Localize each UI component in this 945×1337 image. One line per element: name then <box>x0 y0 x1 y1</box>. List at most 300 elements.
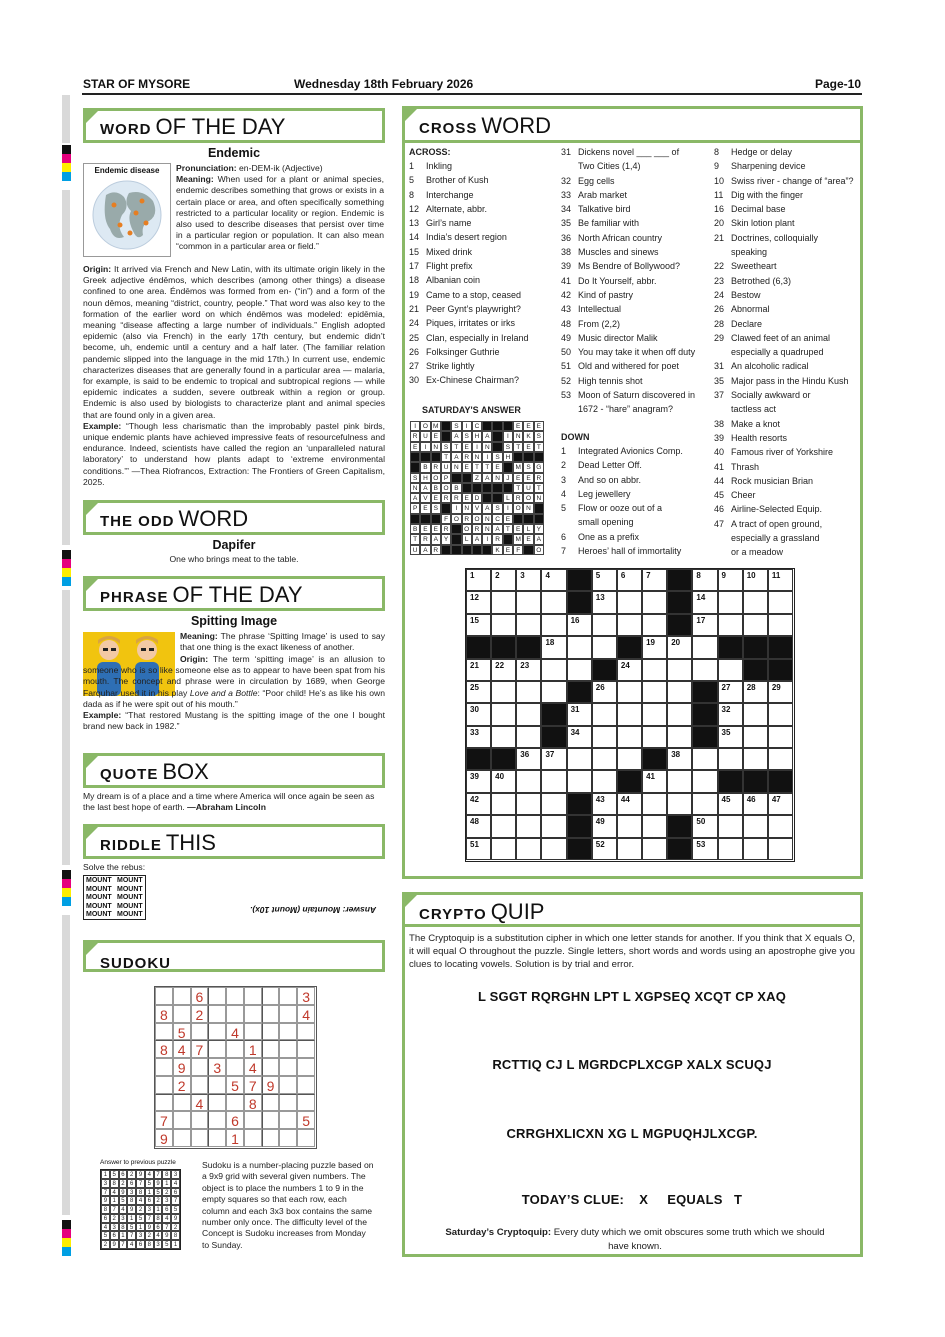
crossword-cell[interactable]: 2 <box>491 569 516 591</box>
crossword-cell[interactable]: 26 <box>592 681 617 703</box>
sudoku-cell[interactable]: 9 <box>262 1076 280 1094</box>
answer-cell: E <box>462 462 472 472</box>
crossword-cell[interactable] <box>541 659 566 681</box>
sudoku-cell[interactable] <box>226 1058 244 1076</box>
crossword-cell[interactable] <box>541 614 566 636</box>
sudoku-cell[interactable] <box>297 1058 315 1076</box>
sudoku-cell[interactable] <box>191 1111 209 1129</box>
clue-item <box>714 374 854 388</box>
crossword-cell[interactable] <box>592 770 617 792</box>
sudoku-cell[interactable] <box>279 1094 297 1112</box>
sudoku-cell[interactable]: 5 <box>173 1023 191 1041</box>
crossword-cell[interactable]: 4 <box>541 569 566 591</box>
clue-text: 1672 - “hare” anagram? <box>578 404 674 415</box>
answer-cell: E <box>503 545 513 555</box>
sudoku-cell[interactable]: 2 <box>173 1076 191 1094</box>
crossword-cell[interactable] <box>768 703 793 725</box>
answer-cell: B <box>420 462 430 472</box>
crossword-cell[interactable]: 23 <box>516 659 541 681</box>
sudoku-cell[interactable] <box>208 1040 226 1058</box>
sudoku-cell[interactable] <box>173 1094 191 1112</box>
clue-number: 30 <box>409 375 420 386</box>
sudoku-cell[interactable]: 3 <box>208 1058 226 1076</box>
crossword-cell[interactable] <box>667 703 692 725</box>
clue-text: Albanian coin <box>426 275 481 286</box>
sudoku-answer-cell: 7 <box>136 1179 145 1188</box>
crossword-cell[interactable] <box>592 636 617 658</box>
sudoku-cell[interactable] <box>262 1005 280 1023</box>
crossword-cell[interactable] <box>718 838 743 860</box>
crossword-cell[interactable] <box>667 793 692 815</box>
crossword-cell[interactable] <box>718 815 743 837</box>
crossword-cell[interactable] <box>516 614 541 636</box>
clue-number: 39 <box>714 432 725 443</box>
crossword-cell[interactable]: 38 <box>667 748 692 770</box>
crossword-cell[interactable]: 49 <box>592 815 617 837</box>
sudoku-cell[interactable] <box>244 1005 262 1023</box>
crossword-cell[interactable] <box>567 770 592 792</box>
sudoku-answer-cell: 7 <box>119 1240 128 1249</box>
crossword-cell[interactable]: 10 <box>743 569 768 591</box>
crossword-cell[interactable]: 29 <box>768 681 793 703</box>
sudoku-cell[interactable]: 6 <box>226 1111 244 1129</box>
crossword-cell[interactable] <box>592 748 617 770</box>
sudoku-cell[interactable] <box>191 1023 209 1041</box>
clue-number: 3 <box>561 474 567 485</box>
crossword-cell[interactable] <box>743 591 768 613</box>
sudoku-cell[interactable] <box>262 1094 280 1112</box>
crossword-cell <box>692 726 717 748</box>
answer-cell <box>492 493 502 503</box>
crossword-cell[interactable] <box>541 815 566 837</box>
sudoku-cell[interactable] <box>279 1040 297 1058</box>
sudoku-grid[interactable] <box>154 986 317 1149</box>
crossword-cell[interactable] <box>491 726 516 748</box>
crossword-cell[interactable] <box>491 793 516 815</box>
crossword-cell[interactable]: 51 <box>466 838 491 860</box>
down-clues-col2 <box>561 444 683 558</box>
clue-text: One as a prefix <box>578 531 640 542</box>
crossword-cell[interactable] <box>642 815 667 837</box>
sudoku-cell[interactable] <box>226 1040 244 1058</box>
sudoku-cell[interactable]: 7 <box>244 1076 262 1094</box>
crossword-cell[interactable]: 20 <box>667 636 692 658</box>
crossword-cell[interactable] <box>617 703 642 725</box>
clue-text: Clawed feet of an animal <box>731 332 831 343</box>
sudoku-cell[interactable] <box>244 987 262 1005</box>
sudoku-cell[interactable] <box>208 1094 226 1112</box>
crossword-cell[interactable] <box>718 659 743 681</box>
crossword-cell[interactable] <box>491 838 516 860</box>
clue-number: 2 <box>561 460 567 471</box>
sudoku-cell[interactable]: 9 <box>155 1129 173 1147</box>
crossword-cell[interactable] <box>667 659 692 681</box>
crossword-cell[interactable]: 48 <box>466 815 491 837</box>
sudoku-cell[interactable]: 5 <box>226 1076 244 1094</box>
crossword-cell <box>617 770 642 792</box>
crossword-cell[interactable] <box>642 793 667 815</box>
crossword-grid[interactable] <box>465 568 795 862</box>
sudoku-answer-cell: 2 <box>110 1214 119 1223</box>
crossword-cell[interactable] <box>516 815 541 837</box>
crossword-cell[interactable] <box>516 681 541 703</box>
crossword-cell[interactable] <box>642 838 667 860</box>
crossword-cell[interactable]: 40 <box>491 770 516 792</box>
answer-cell: H <box>503 452 513 462</box>
crossword-cell[interactable] <box>642 659 667 681</box>
clue-text: Dig with the finger <box>731 189 804 200</box>
sudoku-cell[interactable]: 8 <box>155 1040 173 1058</box>
crossword-cell[interactable] <box>617 815 642 837</box>
clue-item <box>409 188 529 202</box>
sudoku-cell[interactable] <box>155 987 173 1005</box>
crossword-cell[interactable]: 47 <box>768 793 793 815</box>
crossword-cell[interactable] <box>592 614 617 636</box>
clue-item <box>561 245 695 259</box>
sudoku-cell[interactable] <box>279 1076 297 1094</box>
crossword-cell[interactable]: 6 <box>617 569 642 591</box>
margin-bar <box>62 190 70 545</box>
crossword-cell[interactable]: 13 <box>592 591 617 613</box>
answer-cell: A <box>451 431 461 441</box>
crossword-cell[interactable]: 53 <box>692 838 717 860</box>
clue-number: 53 <box>561 390 572 401</box>
crossword-cell[interactable] <box>516 703 541 725</box>
crossword-cell[interactable] <box>617 614 642 636</box>
crossword-cell[interactable] <box>567 748 592 770</box>
sudoku-cell[interactable]: 3 <box>297 987 315 1005</box>
sudoku-cell[interactable]: 9 <box>173 1058 191 1076</box>
crossword-cell[interactable]: 50 <box>692 815 717 837</box>
crossword-cell[interactable]: 45 <box>718 793 743 815</box>
sudoku-cell[interactable] <box>208 987 226 1005</box>
clue-item <box>409 159 529 173</box>
answer-cell: N <box>534 493 544 503</box>
sudoku-answer-cell: 5 <box>101 1231 110 1240</box>
crossword-cell[interactable] <box>768 591 793 613</box>
crossword-cell[interactable] <box>743 838 768 860</box>
sudoku-cell[interactable] <box>279 1005 297 1023</box>
answer-cell <box>492 483 502 493</box>
quote-text: My dream is of a place and a time where America will once again be seen as the last best hope of earth. —Abraham Lincoln <box>83 791 375 813</box>
crossword-cell[interactable]: 36 <box>516 748 541 770</box>
crossword-cell[interactable] <box>541 681 566 703</box>
crossword-cell[interactable]: 27 <box>718 681 743 703</box>
phrase-origin: Origin: The term ‘spitting image’ is an allusion to someone who is so like someone else as to appear to have been spat from his mouth. The concept and phrase were in circulation by 1689, when George Farquhar used it in his play Love and a Bottle: “Poor child! He’s as like his own dada as if he were spit out of his mouth.” Example: “That restored Mustang is the spitting image of the one I bought brand new back in 1982.” <box>83 654 385 732</box>
sudoku-cell[interactable] <box>262 987 280 1005</box>
clue-text: speaking <box>731 247 768 258</box>
crossword-cell[interactable] <box>617 726 642 748</box>
crossword-cell[interactable]: 14 <box>692 591 717 613</box>
clue-text: Girl’s name <box>426 218 472 229</box>
sudoku-cell[interactable]: 6 <box>191 987 209 1005</box>
sudoku-cell[interactable]: 7 <box>191 1040 209 1058</box>
crossword-cell[interactable] <box>617 838 642 860</box>
sudoku-answer-cell: 1 <box>136 1223 145 1232</box>
crossword-cell[interactable] <box>642 614 667 636</box>
crossword-cell <box>667 614 692 636</box>
sudoku-cell[interactable] <box>244 1111 262 1129</box>
crossword-cell[interactable] <box>718 748 743 770</box>
sudoku-cell[interactable] <box>208 1111 226 1129</box>
clue-item <box>714 274 854 288</box>
sudoku-cell[interactable] <box>208 1076 226 1094</box>
sudoku-cell[interactable] <box>173 1111 191 1129</box>
crossword-cell[interactable] <box>642 703 667 725</box>
clue-text: Cheer <box>731 490 756 501</box>
crossword-cell[interactable] <box>692 659 717 681</box>
crossword-cell[interactable] <box>516 793 541 815</box>
sudoku-cell[interactable] <box>191 1129 209 1147</box>
sudoku-cell[interactable] <box>279 1129 297 1147</box>
sudoku-cell[interactable] <box>191 1058 209 1076</box>
sudoku-cell[interactable] <box>262 1111 280 1129</box>
crossword-cell[interactable] <box>768 815 793 837</box>
sudoku-cell[interactable] <box>297 1129 315 1147</box>
answer-cell <box>482 483 492 493</box>
crossword-cell[interactable] <box>768 726 793 748</box>
crossword-cell[interactable] <box>743 748 768 770</box>
sudoku-cell[interactable]: 4 <box>297 1005 315 1023</box>
answer-cell: R <box>451 493 461 503</box>
crossword-cell[interactable] <box>718 614 743 636</box>
crossword-cell[interactable] <box>617 748 642 770</box>
crossword-cell[interactable] <box>642 591 667 613</box>
sudoku-cell[interactable]: 4 <box>173 1040 191 1058</box>
clue-item <box>409 230 529 244</box>
answer-cell: E <box>492 462 502 472</box>
crossword-cell[interactable]: 3 <box>516 569 541 591</box>
sudoku-answer-cell: 9 <box>162 1231 171 1240</box>
crossword-cell[interactable]: 7 <box>642 569 667 591</box>
sudoku-cell[interactable] <box>226 987 244 1005</box>
sudoku-cell[interactable]: 8 <box>244 1094 262 1112</box>
clue-number: 21 <box>409 303 420 314</box>
crossword-cell[interactable]: 24 <box>617 659 642 681</box>
crossword-cell[interactable] <box>541 838 566 860</box>
answer-cell <box>503 421 513 431</box>
sudoku-cell[interactable] <box>297 1076 315 1094</box>
crossword-cell[interactable]: 33 <box>466 726 491 748</box>
crossword-cell[interactable] <box>567 659 592 681</box>
crossword-cell[interactable] <box>692 748 717 770</box>
crossword-cell[interactable]: 46 <box>743 793 768 815</box>
sudoku-cell[interactable] <box>173 1129 191 1147</box>
crossword-cell[interactable] <box>743 703 768 725</box>
crossword-cell[interactable] <box>491 591 516 613</box>
crossword-cell[interactable]: 43 <box>592 793 617 815</box>
crossword-cell[interactable] <box>567 636 592 658</box>
crossword-cell[interactable]: 25 <box>466 681 491 703</box>
clue-number: 31 <box>561 147 572 157</box>
crossword-cell[interactable]: 9 <box>718 569 743 591</box>
sudoku-cell[interactable] <box>279 1111 297 1129</box>
clue-number: 35 <box>714 375 725 386</box>
crossword-cell[interactable] <box>516 726 541 748</box>
sudoku-cell[interactable]: 1 <box>244 1040 262 1058</box>
clue-number: 1 <box>409 161 415 171</box>
sudoku-cell[interactable] <box>262 1058 280 1076</box>
answer-cell: R <box>420 534 430 544</box>
sudoku-answer-cell: 1 <box>145 1188 154 1197</box>
crossword-cell[interactable]: 30 <box>466 703 491 725</box>
crossword-cell[interactable] <box>768 838 793 860</box>
crossword-cell[interactable] <box>592 726 617 748</box>
crossword-cell[interactable]: 19 <box>642 636 667 658</box>
crossword-cell[interactable] <box>491 681 516 703</box>
answer-cell: S <box>462 431 472 441</box>
sudoku-cell[interactable] <box>173 1005 191 1023</box>
crossword-cell[interactable]: 32 <box>718 703 743 725</box>
clue-number: 9 <box>714 161 720 172</box>
answer-cell: A <box>472 534 482 544</box>
sudoku-cell[interactable]: 1 <box>226 1129 244 1147</box>
clue-item <box>561 274 695 288</box>
crossword-cell[interactable] <box>768 748 793 770</box>
sudoku-cell[interactable] <box>155 1058 173 1076</box>
clue-text: India’s desert region <box>426 232 507 243</box>
crossword-cell <box>667 838 692 860</box>
clue-number: 15 <box>409 246 420 257</box>
crossword-cell[interactable]: 42 <box>466 793 491 815</box>
clue-text: Airline-Selected Equip. <box>731 504 823 515</box>
sudoku-cell[interactable] <box>226 1005 244 1023</box>
crossword-cell[interactable] <box>743 726 768 748</box>
answer-cell: T <box>534 442 544 452</box>
crossword-cell <box>541 726 566 748</box>
sudoku-cell[interactable] <box>155 1094 173 1112</box>
crossword-cell[interactable]: 16 <box>567 614 592 636</box>
crossword-cell[interactable] <box>541 770 566 792</box>
sudoku-cell[interactable] <box>262 1040 280 1058</box>
crossword-cell[interactable] <box>541 793 566 815</box>
sudoku-cell[interactable] <box>262 1023 280 1041</box>
crossword-cell[interactable]: 8 <box>692 569 717 591</box>
crossword-cell[interactable]: 21 <box>466 659 491 681</box>
crossword-cell[interactable] <box>516 770 541 792</box>
sudoku-cell[interactable]: 2 <box>191 1005 209 1023</box>
clue-text: Ms Bendre of Bollywood? <box>578 261 681 272</box>
sudoku-cell[interactable]: 4 <box>226 1023 244 1041</box>
crossword-cell[interactable]: 37 <box>541 748 566 770</box>
sudoku-cell[interactable] <box>297 1094 315 1112</box>
crossword-cell[interactable] <box>541 591 566 613</box>
sudoku-cell[interactable]: 5 <box>297 1111 315 1129</box>
crossword-cell[interactable] <box>516 838 541 860</box>
sudoku-cell[interactable] <box>208 1005 226 1023</box>
crossword-cell[interactable]: 35 <box>718 726 743 748</box>
sudoku-cell[interactable] <box>262 1129 280 1147</box>
sudoku-cell[interactable] <box>191 1076 209 1094</box>
crossword-cell[interactable] <box>692 636 717 658</box>
crossword-cell[interactable] <box>491 614 516 636</box>
sudoku-cell[interactable] <box>279 1058 297 1076</box>
crossword-cell[interactable]: 39 <box>466 770 491 792</box>
crossword-cell <box>692 681 717 703</box>
crossword-cell[interactable] <box>617 591 642 613</box>
sudoku-cell[interactable] <box>279 987 297 1005</box>
sudoku-cell[interactable] <box>297 1040 315 1058</box>
crossword-cell[interactable] <box>692 793 717 815</box>
clue-item <box>714 302 854 316</box>
crossword-cell[interactable] <box>516 591 541 613</box>
sudoku-cell[interactable] <box>279 1023 297 1041</box>
crossword-cell[interactable] <box>491 703 516 725</box>
sudoku-cell[interactable] <box>244 1023 262 1041</box>
crossword-cell[interactable] <box>491 815 516 837</box>
crossword-cell[interactable] <box>642 726 667 748</box>
sudoku-cell[interactable] <box>208 1023 226 1041</box>
sudoku-cell[interactable] <box>173 987 191 1005</box>
clue-number: 26 <box>409 346 420 357</box>
answer-cell: E <box>513 421 523 431</box>
sudoku-cell[interactable] <box>155 1023 173 1041</box>
sudoku-cell[interactable] <box>244 1129 262 1147</box>
crossword-cell[interactable]: 5 <box>592 569 617 591</box>
crossword-cell[interactable]: 28 <box>743 681 768 703</box>
answer-cell: R <box>534 473 544 483</box>
crossword-cell[interactable] <box>743 614 768 636</box>
sudoku-cell[interactable]: 7 <box>155 1111 173 1129</box>
crossword-cell[interactable]: 22 <box>491 659 516 681</box>
crossword-cell[interactable]: 41 <box>642 770 667 792</box>
crossword-cell[interactable] <box>617 681 642 703</box>
crossword-cell[interactable]: 34 <box>567 726 592 748</box>
crossword-cell[interactable] <box>667 726 692 748</box>
rebus-word: MOUNT <box>86 885 112 893</box>
rebus-box <box>83 875 146 920</box>
sudoku-answer-cell: 8 <box>162 1170 171 1179</box>
crossword-cell[interactable]: 15 <box>466 614 491 636</box>
globe-icon <box>84 175 170 253</box>
sudoku-cell[interactable]: 8 <box>155 1005 173 1023</box>
crossword-cell[interactable]: 31 <box>567 703 592 725</box>
crossword-cell[interactable] <box>592 703 617 725</box>
crossword-cell[interactable]: 17 <box>692 614 717 636</box>
crossword-cell[interactable]: 18 <box>541 636 566 658</box>
answer-cell: S <box>492 503 502 513</box>
crossword-cell[interactable]: 52 <box>592 838 617 860</box>
crossword-cell[interactable]: 12 <box>466 591 491 613</box>
answer-cell: I <box>420 442 430 452</box>
sudoku-cell[interactable] <box>297 1023 315 1041</box>
clue-item <box>714 388 854 402</box>
crossword-cell <box>567 793 592 815</box>
crossword-cell[interactable] <box>743 815 768 837</box>
crossword-cell[interactable] <box>642 681 667 703</box>
sudoku-cell[interactable] <box>208 1129 226 1147</box>
answer-cell <box>451 524 461 534</box>
sudoku-cell[interactable] <box>226 1094 244 1112</box>
answer-cell <box>451 473 461 483</box>
sudoku-answer-cell: 6 <box>127 1179 136 1188</box>
sudoku-cell[interactable] <box>155 1076 173 1094</box>
crossword-cell[interactable] <box>718 591 743 613</box>
crossword-cell[interactable]: 44 <box>617 793 642 815</box>
crossword-cell[interactable] <box>667 770 692 792</box>
answer-cell <box>441 545 451 555</box>
sudoku-answer-cell: 9 <box>127 1205 136 1214</box>
crossword-cell[interactable] <box>768 614 793 636</box>
crossword-cell[interactable]: 11 <box>768 569 793 591</box>
sudoku-cell[interactable]: 4 <box>244 1058 262 1076</box>
crossword-cell[interactable]: 1 <box>466 569 491 591</box>
crossword-cell[interactable] <box>692 770 717 792</box>
answer-cell: A <box>482 503 492 513</box>
crossword-cell[interactable] <box>667 681 692 703</box>
sudoku-cell[interactable]: 4 <box>191 1094 209 1112</box>
rebus-word: MOUNT <box>117 877 143 884</box>
